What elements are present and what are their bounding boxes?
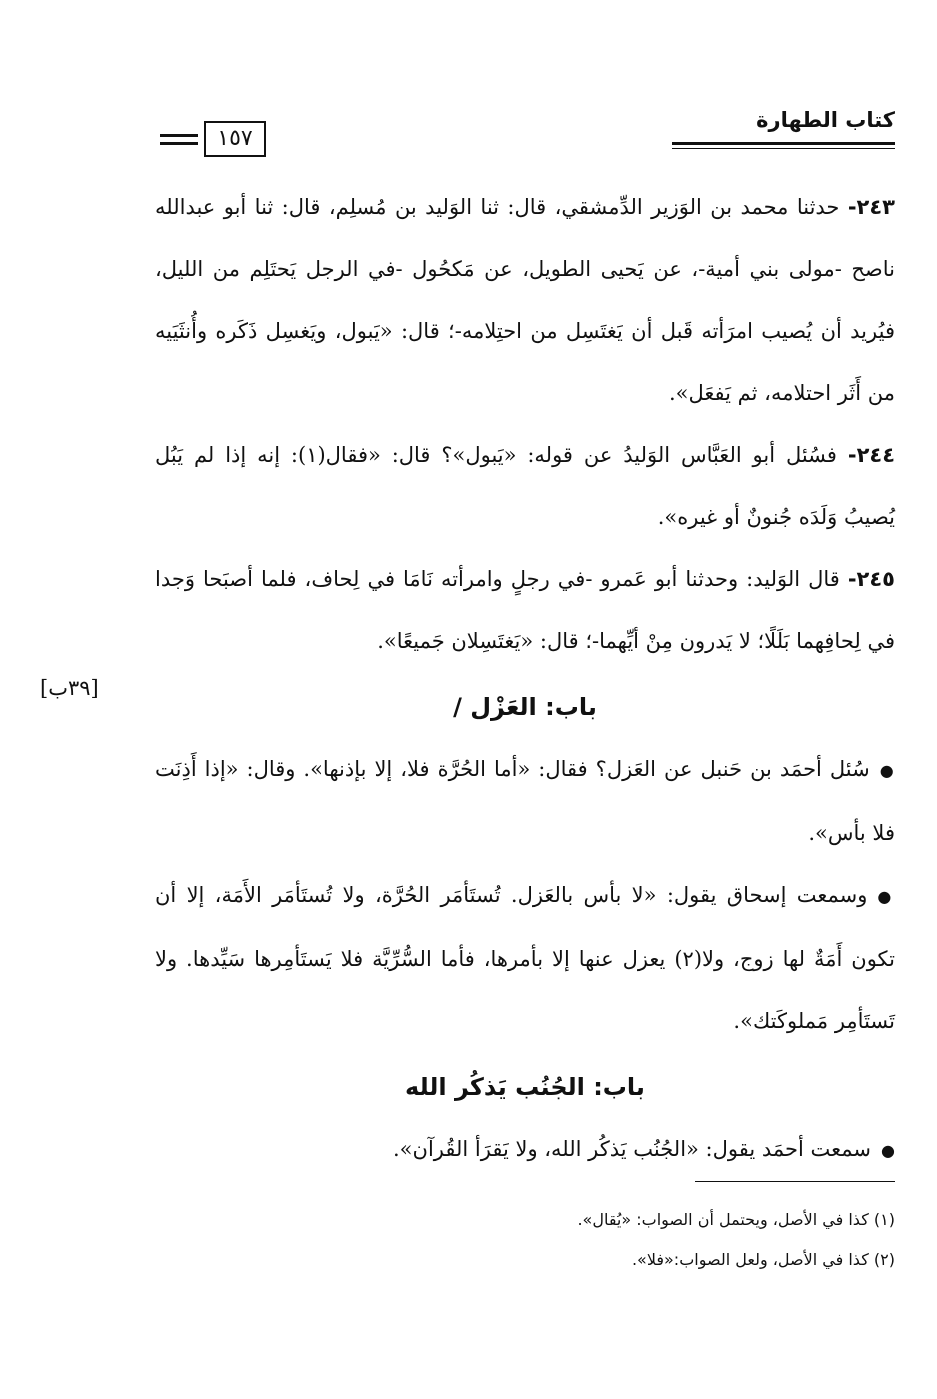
page-number: ١٥٧: [204, 121, 266, 157]
hadith-number: ٢٤٣-: [847, 195, 895, 219]
header-rule: [672, 142, 895, 145]
hadith-text: قال الوَليد: وحدثنا أبو عَمرو -في رجلٍ وامرأته نَامَا في لِحاف، فلما أصبَحا وَجدا في لِحافِهما بَلَلًا؛ لا يَدرون مِنْ أيِّهما-؛ قال: «يَغتَسِلان جَميعًا».: [155, 567, 895, 653]
hadith-paragraph-243: [155, 176, 895, 424]
header-rule-left-top: [160, 134, 198, 137]
header-rule-thin: [672, 148, 895, 149]
list-item: [155, 864, 895, 1052]
main-text: [155, 176, 895, 1182]
list-item-text: سُئل أحمَد بن حَنبل عن العَزل؟ فقال: «أما الحُرَّة فلا، إلا بإذنها». وقال: «إذا أَذِنَت فلا بأس».: [155, 757, 895, 845]
bullet-icon: ●: [879, 761, 895, 780]
hadith-text: حدثنا محمد بن الوَزير الدِّمشقي، قال: ثنا الوَليد بن مُسلِم، قال: ثنا أبو عبدالله ناصح -مولى بني أمية-، عن يَحيى الطويل، عن مَكحُول -في الرجل يَحتَلِم من الليل، فيُريد أن يُصيب امرَأته قَبل أن يَغتَسِل من احتِلامه-؛ قال: «يَبول، ويَغسِل ذَكَره وأُنثَيَيه من أَثَر احتلامه، ثم يَفعَل».: [155, 195, 895, 405]
chapter-heading-azl: باب: العَزْل /: [453, 693, 597, 721]
hadith-paragraph-245: [155, 548, 895, 672]
hadith-text: فسُئل أبو العَبَّاس الوَليدُ عن قوله: «يَبول»؟ قال: «فقال(١): إنه إذا لم يَبُل يُصيبُ وَلَدَه جُنونٌ أو غيره».: [155, 443, 895, 529]
footnotes: [155, 1200, 895, 1280]
hadith-number: ٢٤٤-: [847, 443, 896, 467]
running-head: كتاب الطهارة: [756, 108, 895, 132]
hadith-number: ٢٤٥-: [847, 567, 895, 591]
list-item-text: وسمعت إسحاق يقول: «لا بأس بالعَزل. تُستَأمَر الحُرَّة، ولا تُستَأمَر الأَمَة، إلا أن تكون أَمَةٌ لها زوج، ولا(٢) يعزل عنها إلا بأمرها، فأما السُّرِّيَّة فلا يَستَأمِرها سَيِّدها. ولا تَستَأمِر مَملوكَتك».: [155, 883, 895, 1033]
list-item: [155, 1118, 895, 1182]
manuscript-folio-marker: [٣٩ب]: [40, 676, 99, 700]
footnote-1: (١) كذا في الأصل، ويحتمل أن الصواب: «يُقال».: [577, 1210, 895, 1229]
chapter-heading-junub: باب: الجُنُب يَذكُر الله: [405, 1073, 645, 1101]
footnote-2: (٢) كذا في الأصل، ولعل الصواب:«فلا».: [631, 1250, 895, 1269]
hadith-paragraph-244: [155, 424, 895, 548]
bullet-icon: ●: [881, 1141, 895, 1160]
bullet-icon: ●: [877, 887, 896, 906]
header-rule-left-bottom: [160, 142, 198, 145]
list-item-text: سمعت أحمَد يقول: «الجُنُب يَذكُر الله، ولا يَقرَأ القُرآن».: [393, 1137, 872, 1161]
list-item: [155, 738, 895, 864]
footnote-separator: [695, 1181, 895, 1182]
